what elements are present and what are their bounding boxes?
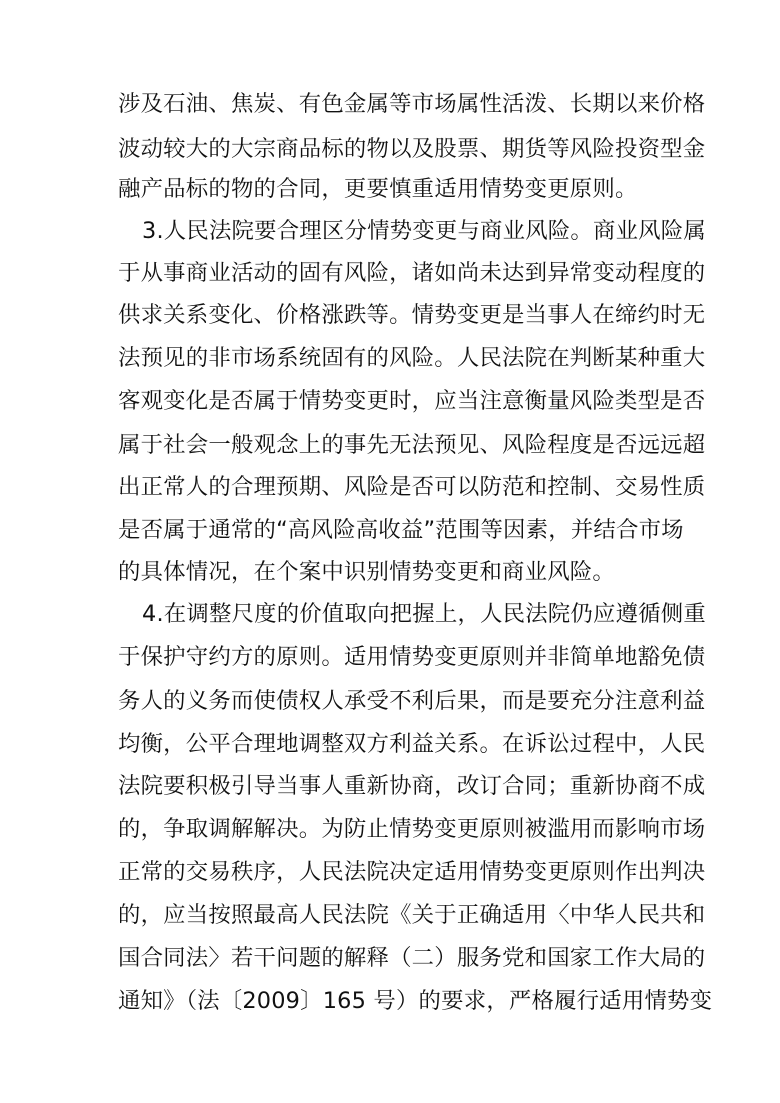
text-line-1: 涉及石油、焦炭、有色金属等市场属性活泼、长期以来价格: [118, 91, 706, 117]
text-line-20: 的，应当按照最高人民法院《关于正确适用〈中华人民共和: [118, 902, 706, 928]
text-line-2: 波动较大的大宗商品标的物以及股票、期货等风险投资型金: [118, 136, 706, 162]
text-line-9: 属于社会一般观念上的事先无法预见、风险程度是否远远超: [118, 432, 706, 458]
text-line-18: 的，争取调解解决。为防止情势变更原则被滥用而影响市场: [118, 816, 706, 842]
paragraph-4-line-1: 4.在调整尺度的价值取向把握上，人民法院仍应遵循侧重: [142, 601, 706, 627]
text-line-14: 于保护守约方的原则。适用情势变更原则并非简单地豁免债: [118, 644, 706, 670]
text-line-22: 通知》（法〔2009〕165 号）的要求，严格履行适用情势变: [118, 988, 713, 1014]
text-line-17: 法院要积极引导当事人重新协商，改订合同；重新协商不成: [118, 773, 706, 799]
text-line-5: 于从事商业活动的固有风险，诸如尚未达到异常变动程度的: [118, 260, 706, 286]
text-line-7: 法预见的非市场系统固有的风险。人民法院在判断某种重大: [118, 345, 706, 371]
paragraph-3-line-1: 3.人民法院要合理区分情势变更与商业风险。商业风险属: [142, 218, 706, 244]
text-line-3: 融产品标的物的合同，更要慎重适用情势变更原则。: [118, 176, 638, 202]
text-line-16: 均衡，公平合理地调整双方利益关系。在诉讼过程中，人民: [118, 731, 706, 757]
text-line-15: 务人的义务而使债权人承受不利后果，而是要充分注意利益: [118, 688, 706, 714]
text-line-10: 出正常人的合理预期、风险是否可以防范和控制、交易性质: [118, 474, 706, 500]
text-line-6: 供求关系变化、价格涨跌等。情势变更是当事人在缔约时无: [118, 302, 706, 328]
text-line-19: 正常的交易秩序，人民法院决定适用情势变更原则作出判决: [118, 859, 706, 885]
text-line-11: 是否属于通常的“高风险高收益”范围等因素，并结合市场: [118, 517, 684, 543]
text-line-8: 客观变化是否属于情势变更时，应当注意衡量风险类型是否: [118, 388, 706, 414]
text-line-12: 的具体情况，在个案中识别情势变更和商业风险。: [118, 559, 615, 585]
text-line-21: 国合同法〉若干问题的解释（二）服务党和国家工作大局的: [118, 945, 706, 971]
